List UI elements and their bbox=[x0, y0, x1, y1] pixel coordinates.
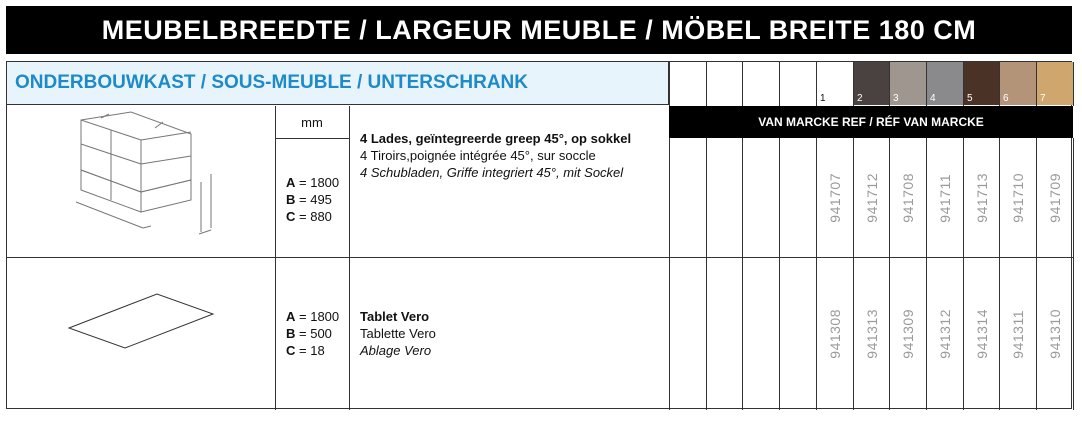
color-swatch-6 bbox=[1000, 62, 1036, 105]
column-divider bbox=[1073, 138, 1074, 410]
column-divider bbox=[669, 62, 670, 106]
column-divider bbox=[706, 62, 707, 106]
color-number: 6 bbox=[1003, 93, 1009, 104]
ref-code: 941711 bbox=[936, 173, 953, 223]
ref-code-cell bbox=[816, 139, 853, 257]
product-2-dims: A = 1800 B = 500 C = 18 bbox=[286, 309, 340, 358]
color-swatch-2 bbox=[854, 62, 889, 105]
ref-header: VAN MARCKE REF / RÉF VAN MARCKE bbox=[669, 106, 1073, 138]
ref-code: 941308 bbox=[826, 309, 843, 359]
ref-code: 941314 bbox=[973, 309, 990, 359]
ref-code-cell bbox=[889, 258, 926, 410]
color-number: 1 bbox=[820, 93, 826, 104]
ref-code: 941707 bbox=[826, 173, 843, 223]
product-2-description: Tablet Vero Tablette Vero Ablage Vero bbox=[360, 309, 436, 358]
color-number: 2 bbox=[857, 93, 863, 104]
color-number: 7 bbox=[1040, 93, 1046, 104]
section-title: ONDERBOUWKAST / SOUS-MEUBLE / UNTERSCHRANK bbox=[7, 62, 669, 105]
column-divider bbox=[742, 62, 743, 106]
color-swatch-1 bbox=[817, 62, 853, 105]
column-divider bbox=[669, 138, 670, 410]
ref-code-cell bbox=[999, 139, 1036, 257]
ref-code: 941710 bbox=[1009, 173, 1026, 223]
divider bbox=[349, 106, 350, 410]
cabinet-illustration bbox=[71, 110, 231, 250]
ref-code: 941312 bbox=[936, 309, 953, 359]
column-divider bbox=[779, 138, 780, 410]
color-number: 4 bbox=[930, 93, 936, 104]
ref-code-cell bbox=[816, 258, 853, 410]
ref-code-cell bbox=[853, 258, 890, 410]
column-divider bbox=[779, 62, 780, 106]
divider bbox=[275, 106, 276, 410]
ref-code: 941313 bbox=[863, 309, 880, 359]
ref-code-cell bbox=[889, 139, 926, 257]
column-divider bbox=[742, 138, 743, 410]
ref-code: 941309 bbox=[899, 309, 916, 359]
color-number: 5 bbox=[967, 93, 973, 104]
color-swatch-4 bbox=[927, 62, 963, 105]
ref-code: 941709 bbox=[1046, 173, 1063, 223]
product-1-dims: A = 1800 B = 495 C = 880 bbox=[286, 175, 340, 224]
column-divider bbox=[706, 138, 707, 410]
color-swatch-7 bbox=[1037, 62, 1073, 105]
ref-code-cell bbox=[999, 258, 1036, 410]
column-divider bbox=[1073, 62, 1074, 106]
ref-code: 941311 bbox=[1009, 309, 1026, 359]
product-table bbox=[6, 61, 1072, 409]
ref-code-cell bbox=[963, 258, 1000, 410]
ref-code-cell bbox=[1036, 139, 1073, 257]
ref-code-cell bbox=[926, 139, 963, 257]
ref-code-cell bbox=[963, 139, 1000, 257]
ref-code-cell bbox=[1036, 258, 1073, 410]
color-swatch-3 bbox=[890, 62, 926, 105]
ref-code-cell bbox=[926, 258, 963, 410]
page-title: MEUBELBREEDTE / LARGEUR MEUBLE / MÖBEL BREITE 180 CM bbox=[6, 6, 1072, 54]
ref-code: 941713 bbox=[973, 173, 990, 223]
color-swatch-5 bbox=[964, 62, 999, 105]
tablet-illustration bbox=[65, 288, 215, 368]
ref-code: 941708 bbox=[899, 173, 916, 223]
ref-code-cell bbox=[853, 139, 890, 257]
divider bbox=[275, 138, 349, 139]
mm-label: mm bbox=[301, 114, 323, 130]
color-number: 3 bbox=[893, 93, 899, 104]
ref-code: 941712 bbox=[863, 173, 880, 223]
product-1-description: 4 Lades, geïntegreerde greep 45°, op sokkel 4 Tiroirs,poignée intégrée 45°, sur soccle 4 Schubladen, Griffe integriert 45°, mit Sockel bbox=[360, 131, 632, 180]
ref-code: 941310 bbox=[1046, 309, 1063, 359]
